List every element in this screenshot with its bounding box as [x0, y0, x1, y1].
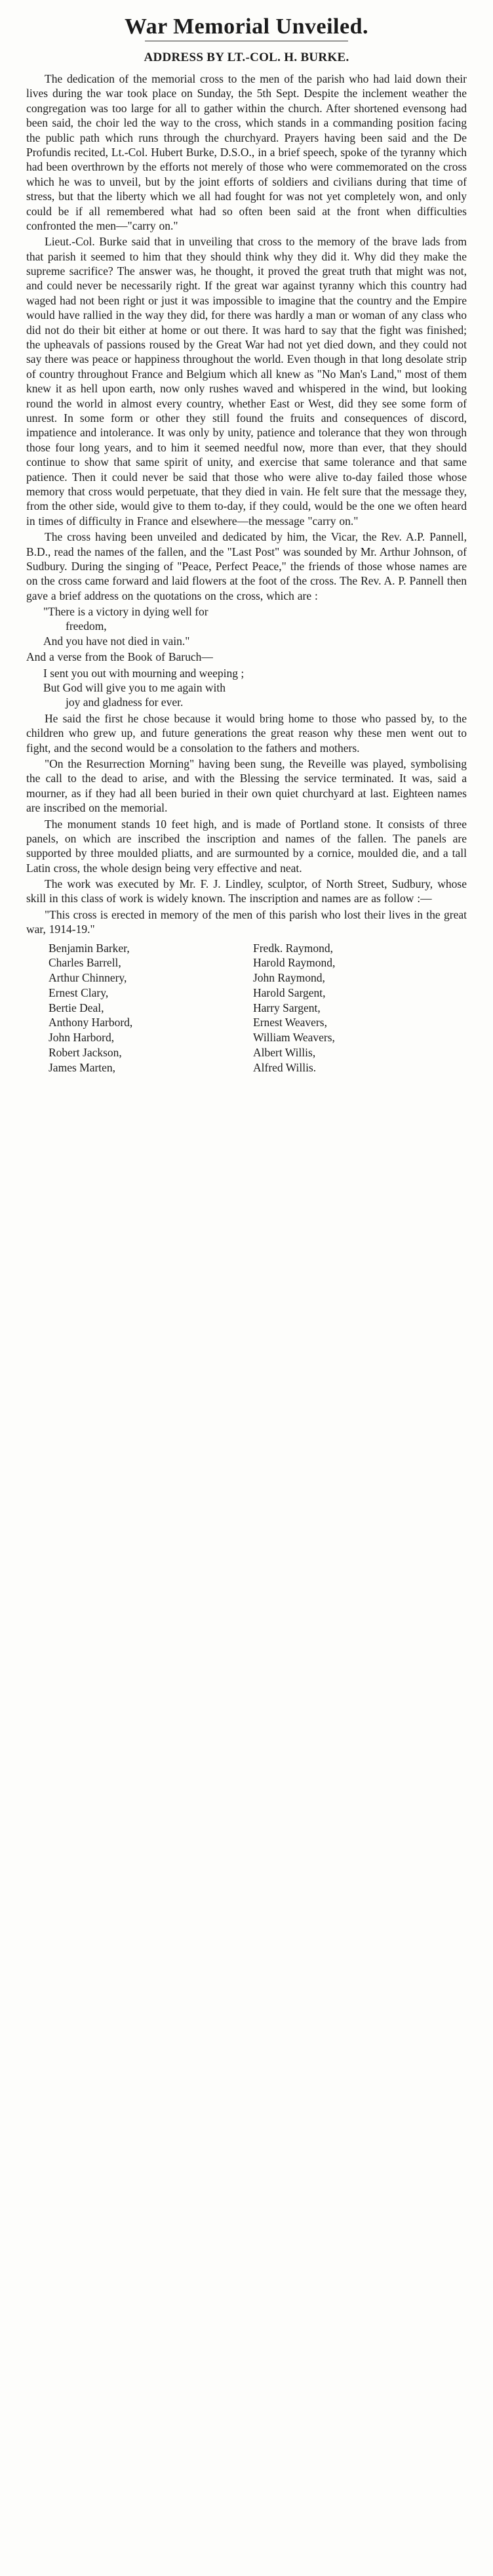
names-column-left — [26, 941, 246, 1075]
article-paragraph: The dedication of the memorial cross to the men of the parish who had laid down their lives during the war took place on Sunday, the 5th Sept. Despite the inclement weather the congregation was too large for all to gather within the church. After shortened evensong had been said, the choir led the way to the cross, which stands in a commanding position facing the public path which runs through the churchyard. Prayers having been said and the De Profundis recited, Lt.-Col. Hubert Burke, D.S.O., in a brief speech, spoke of the tyranny which had been overthrown by the efforts not merely of those who were commemorated on the cross which he was to unveil, but by the joint efforts of soldiers and civilians during that time of stress, but that the liberty which we all had fought for was not yet completely won, and only could be if all remembered what had so often been said at the front when difficulties confronted the men—"carry on." — [26, 72, 467, 232]
verse-line: I sent you out with mourning and weeping ; — [43, 666, 245, 680]
list-item: Albert Willis, — [253, 1045, 316, 1059]
verse-line: joy and gladness for ever. — [66, 696, 184, 709]
verse-line: But God will give you to me again with — [43, 681, 226, 695]
article-paragraph: Lieut.-Col. Burke said that in unveiling that cross to the memory of the brave lads from that parish it seemed to him that they should think why they did it. Why did they make the supreme sacrifice? The answer was, he thought, it proved the great truth that might was not, and could never be necessarily right. If the great war against tyranny which this country had waged had not been right or just it was impossible to imagine that the country and the Empire would have rallied in the way they did, for there was hardly a man or woman of any class who did not do their bit either at home or out there. It was hard to say that the fight was finished; the upheavals of passions roused by the Great War had not yet died down, and they could not say there was peace or happiness throughout the world. Even though in that long desolate strip of country throughout France and Belgium which all knew as "No Man's Land," most of them knew it as hell upon earth, now only rushes waved and whispered in the wind, but looking round the world in almost every country, whether East or West, did they see some form of unrest. In some form or other they still found the fruits and consequences of discord, impatience and intolerance. It was only by unity, patience and tolerance that they won through those four long years, and to him it seemed needful now, more than ever, that they should continue to show that same spirit of unity, and exercise that same tolerance and that same patience. Then it could never be said that those who were alive to-day failed those whose memory that cross would perpetuate, that they died in vain. He felt sure that the message they, from the other side, would give to them to-day, if they could, would be the one we often heard in times of difficulty in France and elsewhere—the message "carry on." — [26, 235, 467, 528]
verse-line: "There is a victory in dying well for — [43, 605, 208, 619]
verse-introduction: And a verse from the Book of Baruch— — [26, 650, 213, 664]
quotation-verse-two — [26, 666, 467, 710]
verse-line: And you have not died in vain." — [43, 634, 190, 648]
list-item: Benjamin Barker, — [49, 941, 130, 955]
list-item: James Marten, — [49, 1060, 116, 1074]
article-paragraph: The cross having been unveiled and dedicated by him, the Vicar, the Rev. A.P. Pannell, B.D., read the names of the fallen, and the "Last Post" was sounded by Mr. Arthur Johnson, of Sudbury. During the singing of "Peace, Perfect Peace," the friends of those whose names are on the cross came forward and laid flowers at the foot of the cross. The Rev. A. P. Pannell then gave a brief address on the quotations on the cross, which are : — [26, 530, 467, 602]
list-item: Anthony Harbord, — [49, 1016, 133, 1029]
list-item: Harold Raymond, — [253, 956, 336, 970]
article-subheading: ADDRESS BY LT.-COL. H. BURKE. — [144, 51, 349, 64]
list-item: John Harbord, — [49, 1031, 115, 1045]
names-column-right — [246, 941, 467, 1075]
page-title: War Memorial Unveiled. — [124, 14, 369, 39]
article-paragraph: "On the Resurrection Morning" having been sung, the Reveille was played, symbolising the call to the dead to arise, and with the Blessing the service terminated. It was, said a mourner, as if they had all been buried in their own quiet churchyard at last. Eighteen names are inscribed on the memorial. — [26, 757, 467, 815]
list-item: Robert Jackson, — [49, 1045, 122, 1059]
list-item: Alfred Willis. — [253, 1060, 317, 1074]
list-item: William Weavers, — [253, 1031, 335, 1045]
list-item: Fredk. Raymond, — [253, 941, 334, 955]
list-item: Arthur Chinnery, — [49, 971, 127, 985]
list-item: Charles Barrell, — [49, 956, 121, 970]
list-item: Bertie Deal, — [49, 1001, 104, 1014]
list-item: Ernest Weavers, — [253, 1016, 327, 1029]
list-item: Harold Sargent, — [253, 986, 326, 999]
list-item: John Raymond, — [253, 971, 325, 985]
list-item: Harry Sargent, — [253, 1001, 321, 1014]
fallen-names-list — [26, 941, 467, 1075]
quotation-verse-one — [26, 604, 467, 648]
memorial-inscription: "This cross is erected in memory of the men of this parish who lost their lives in the great war, 1914-19." — [26, 907, 467, 936]
article-paragraph: The monument stands 10 feet high, and is made of Portland stone. It consists of three panels, on which are inscribed the inscription and names of the fallen. The panels are supported by three moulded pliatts, and are surmounted by a cornice, moulded die, and a tall Latin cross, the whole design being very effective and neat. — [26, 817, 467, 875]
article-paragraph: He said the first he chose because it would bring home to those who passed by, to the children who grew up, and future generations the great reason why these men went out to fight, and the second would be a consolation to the fathers and mothers. — [26, 711, 467, 755]
article-paragraph: The work was executed by Mr. F. J. Lindley, sculptor, of North Street, Sudbury, whose skill in this class of work is widely known. The inscription and names are as follow :— — [26, 877, 467, 905]
verse-line: freedom, — [66, 619, 107, 633]
list-item: Ernest Clary, — [49, 986, 109, 999]
